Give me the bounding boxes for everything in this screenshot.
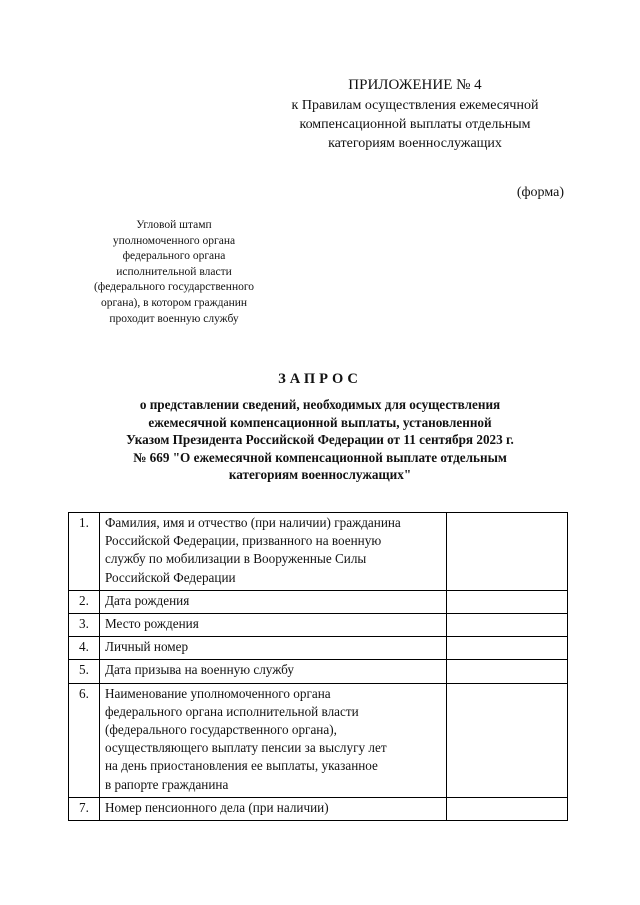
appendix-line: компенсационной выплаты отдельным <box>299 117 531 132</box>
stamp-line: федерального органа <box>122 250 226 263</box>
request-subtitle <box>80 396 560 484</box>
table-row <box>69 614 568 637</box>
table-row <box>69 660 568 683</box>
appendix-line: категориям военнослужащих <box>328 136 502 151</box>
row-label <box>100 513 447 591</box>
row-label-line: осуществляющего выплату пенсии за выслугу лет <box>105 740 387 756</box>
request-subtitle-line: Указом Президента Российской Федерации от 11 сентября 2023 г. <box>126 432 514 447</box>
request-subtitle-line: о представлении сведений, необходимых для осуществления <box>139 397 501 412</box>
row-value-field[interactable] <box>447 614 568 637</box>
table-row <box>69 590 568 613</box>
row-label <box>100 797 447 820</box>
row-number: 6. <box>69 683 100 797</box>
table-row <box>69 637 568 660</box>
appendix-header <box>250 76 580 153</box>
stamp-line: (федерального государственного <box>93 281 255 294</box>
row-value-field[interactable] <box>447 513 568 591</box>
appendix-title: ПРИЛОЖЕНИЕ № 4 <box>348 77 482 93</box>
request-table <box>68 512 568 821</box>
row-label-line: федерального органа исполнительной власти <box>105 703 359 719</box>
row-label-line: Российской Федерации <box>105 569 236 585</box>
corner-stamp-placeholder <box>74 218 274 327</box>
row-label-line: Место рождения <box>105 616 199 632</box>
row-label-line: в рапорте гражданина <box>105 776 229 792</box>
row-label-line: Дата призыва на военную службу <box>105 662 294 678</box>
row-label <box>100 590 447 613</box>
row-value-field[interactable] <box>447 590 568 613</box>
row-label-line: Номер пенсионного дела (при наличии) <box>105 799 329 815</box>
row-number: 5. <box>69 660 100 683</box>
form-label: (форма) <box>516 185 564 200</box>
row-number: 4. <box>69 637 100 660</box>
stamp-line: проходит военную службу <box>109 312 239 325</box>
stamp-line: исполнительной власти <box>116 265 232 278</box>
row-number: 3. <box>69 614 100 637</box>
request-subtitle-line: ежемесячной компенсационной выплаты, установленной <box>148 414 492 430</box>
stamp-line: органа), в котором гражданин <box>100 296 248 309</box>
row-value-field[interactable] <box>447 660 568 683</box>
appendix-line: к Правилам осуществления ежемесячной <box>291 98 539 113</box>
row-label <box>100 683 447 797</box>
row-label-line: на день приостановления ее выплаты, указанное <box>105 758 378 774</box>
row-label-line: Личный номер <box>105 639 189 655</box>
row-label-line: Фамилия, имя и отчество (при наличии) гражданина <box>105 515 401 530</box>
row-label <box>100 660 447 683</box>
row-label-line: Российской Федерации, призванного на военную <box>105 533 382 549</box>
row-number: 1. <box>69 513 100 591</box>
stamp-line: уполномоченного органа <box>112 234 236 247</box>
row-value-field[interactable] <box>447 637 568 660</box>
row-value-field[interactable] <box>447 797 568 820</box>
row-value-field[interactable] <box>447 683 568 797</box>
row-label-line: службу по мобилизации в Вооруженные Силы <box>105 551 367 567</box>
request-title: ЗАПРОС <box>278 371 362 387</box>
table-row <box>69 513 568 591</box>
request-subtitle-line: № 669 "О ежемесячной компенсационной выплате отдельным <box>133 449 507 465</box>
request-subtitle-line: категориям военнослужащих" <box>228 467 412 482</box>
row-number: 7. <box>69 797 100 820</box>
row-number: 2. <box>69 590 100 613</box>
table-row <box>69 683 568 797</box>
table-row <box>69 797 568 820</box>
row-label <box>100 614 447 637</box>
row-label-line: Дата рождения <box>105 592 190 608</box>
stamp-line: Угловой штамп <box>136 219 212 231</box>
row-label-line: (федерального государственного органа), <box>105 722 337 738</box>
row-label-line: Наименование уполномоченного органа <box>105 685 331 701</box>
row-label <box>100 637 447 660</box>
